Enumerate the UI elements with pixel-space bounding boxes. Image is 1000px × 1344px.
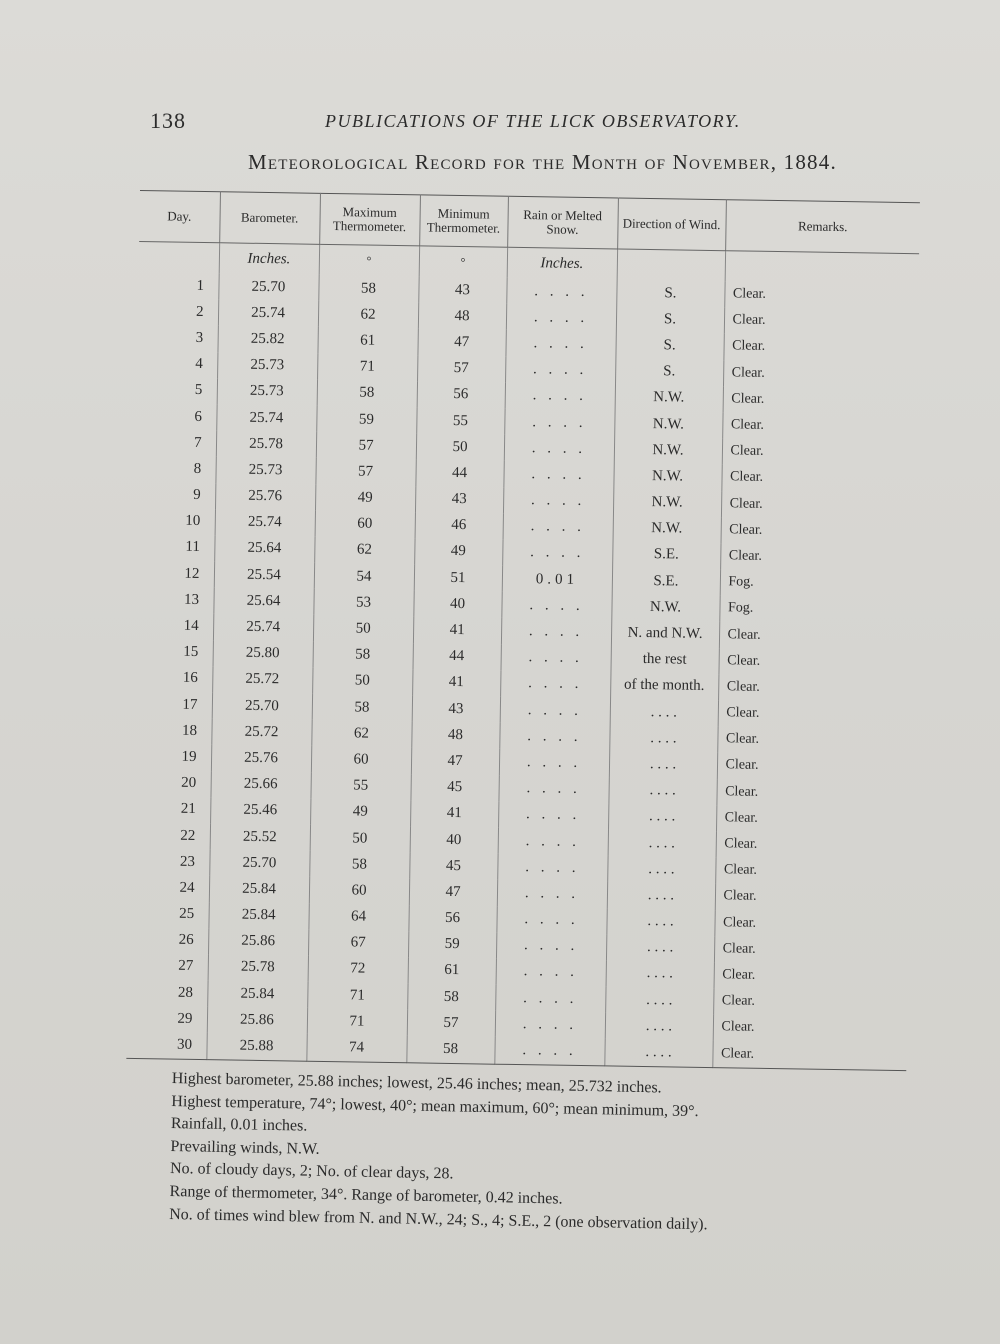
cell-min-thermometer: 57 bbox=[417, 355, 505, 383]
cell-rain: 0.01 bbox=[502, 566, 612, 594]
cell-max-thermometer: 71 bbox=[317, 353, 417, 381]
cell-remarks: Clear. bbox=[732, 338, 766, 355]
cell-remarks: Clear. bbox=[723, 862, 758, 878]
summary-line-winds: Prevailing winds, N.W. bbox=[170, 1137, 320, 1158]
cell-wind: . . . . bbox=[606, 960, 714, 988]
cell-remarks: Clear. bbox=[712, 1041, 906, 1071]
cell-rain: . . . . bbox=[498, 828, 608, 856]
cell-remarks: Clear. bbox=[732, 286, 767, 302]
column-header-remarks: Remarks. bbox=[725, 200, 920, 254]
cell-day: 12 bbox=[134, 560, 214, 587]
cell-rain: . . . . bbox=[498, 775, 608, 803]
cell-wind: N.W. bbox=[613, 515, 721, 543]
cell-barometer: 25.86 bbox=[207, 1006, 307, 1034]
cell-remarks: Fog. bbox=[727, 600, 754, 617]
cell-rain: . . . . bbox=[503, 487, 613, 515]
cell-min-thermometer: 46 bbox=[415, 512, 503, 540]
cell-day: 26 bbox=[128, 927, 208, 954]
cell-barometer: 25.73 bbox=[217, 352, 317, 380]
cell-min-thermometer: 41 bbox=[412, 669, 500, 697]
cell-rain: . . . . bbox=[505, 356, 615, 384]
cell-min-thermometer: 41 bbox=[410, 800, 498, 828]
cell-rain: . . . . bbox=[496, 959, 606, 987]
cell-remarks: Clear. bbox=[729, 495, 763, 512]
cell-max-thermometer: 58 bbox=[312, 694, 412, 722]
cell-day: 1 bbox=[138, 272, 218, 299]
cell-barometer: 25.73 bbox=[215, 457, 315, 485]
cell-min-thermometer: 45 bbox=[410, 774, 498, 802]
cell-day: 22 bbox=[130, 822, 210, 849]
cell-wind: the rest bbox=[610, 646, 718, 674]
cell-day: 11 bbox=[134, 534, 214, 561]
cell-wind: . . . . bbox=[607, 856, 715, 884]
cell-remarks: Clear. bbox=[725, 783, 759, 800]
cell-wind: . . . . bbox=[606, 934, 714, 962]
unit-rain: Inches. bbox=[507, 247, 617, 279]
cell-day: 5 bbox=[137, 377, 217, 404]
cell-min-thermometer: 56 bbox=[408, 905, 496, 933]
cell-max-thermometer: 59 bbox=[316, 406, 416, 434]
cell-barometer: 25.76 bbox=[211, 745, 311, 773]
cell-min-thermometer: 43 bbox=[412, 695, 500, 723]
cell-day: 14 bbox=[133, 612, 213, 639]
cell-day: 29 bbox=[127, 1005, 207, 1032]
page-header bbox=[150, 108, 770, 138]
cell-rain: . . . . bbox=[505, 330, 615, 358]
cell-min-thermometer: 58 bbox=[406, 1036, 494, 1064]
cell-remarks: Clear. bbox=[730, 443, 764, 460]
cell-rain: . . . . bbox=[500, 697, 610, 725]
cell-rain: . . . . bbox=[502, 540, 612, 568]
cell-rain: . . . . bbox=[497, 880, 607, 908]
cell-max-thermometer: 50 bbox=[310, 825, 410, 853]
cell-max-thermometer: 50 bbox=[312, 668, 412, 696]
cell-wind: S. bbox=[615, 358, 723, 386]
cell-day: 9 bbox=[135, 481, 215, 508]
cell-max-thermometer: 58 bbox=[318, 275, 418, 303]
cell-day: 20 bbox=[130, 769, 210, 796]
cell-wind: N. and N.W. bbox=[611, 620, 719, 648]
cell-min-thermometer: 44 bbox=[415, 460, 503, 488]
cell-barometer: 25.74 bbox=[218, 299, 318, 327]
cell-barometer: 25.74 bbox=[215, 509, 315, 537]
cell-day: 27 bbox=[128, 953, 208, 980]
cell-max-thermometer: 72 bbox=[308, 956, 408, 984]
cell-min-thermometer: 41 bbox=[413, 617, 501, 645]
cell-max-thermometer: 58 bbox=[309, 851, 409, 879]
cell-max-thermometer: 71 bbox=[307, 982, 407, 1010]
cell-wind: . . . . bbox=[610, 698, 718, 726]
cell-rain: . . . . bbox=[501, 592, 611, 620]
cell-max-thermometer: 54 bbox=[314, 563, 414, 591]
cell-barometer: 25.74 bbox=[213, 614, 313, 642]
cell-day: 23 bbox=[129, 848, 209, 875]
cell-max-thermometer: 60 bbox=[309, 877, 409, 905]
cell-max-thermometer: 67 bbox=[308, 929, 408, 957]
column-header-wind: Direction of Wind. bbox=[617, 198, 726, 251]
cell-min-thermometer: 58 bbox=[407, 983, 495, 1011]
cell-rain: . . . . bbox=[500, 644, 610, 672]
cell-wind: . . . . bbox=[609, 725, 717, 753]
cell-barometer: 25.70 bbox=[218, 273, 318, 301]
unit-max-thermometer: ° bbox=[319, 244, 419, 276]
cell-remarks: Clear. bbox=[731, 364, 765, 381]
cell-day: 16 bbox=[132, 665, 212, 692]
cell-min-thermometer: 61 bbox=[408, 957, 496, 985]
unit-day bbox=[139, 241, 219, 273]
cell-barometer: 25.72 bbox=[212, 666, 312, 694]
cell-rain: . . . . bbox=[497, 854, 607, 882]
cell-rain: . . . . bbox=[494, 1037, 604, 1065]
cell-max-thermometer: 60 bbox=[315, 510, 415, 538]
cell-barometer: 25.78 bbox=[216, 430, 316, 458]
cell-barometer: 25.54 bbox=[214, 561, 314, 589]
summary-line-barometer: Highest barometer, 25.88 inches; lowest, 25.46 inches; mean, 25.732 inches. bbox=[171, 1069, 662, 1097]
cell-max-thermometer: 60 bbox=[311, 746, 411, 774]
cell-wind: . . . . bbox=[605, 1013, 713, 1041]
cell-remarks: Clear. bbox=[724, 810, 758, 826]
cell-wind: S. bbox=[616, 279, 724, 307]
cell-rain: . . . . bbox=[496, 906, 606, 934]
cell-max-thermometer: 58 bbox=[313, 641, 413, 669]
cell-remarks: Clear. bbox=[725, 731, 760, 748]
cell-barometer: 25.86 bbox=[208, 928, 308, 956]
cell-min-thermometer: 49 bbox=[414, 538, 502, 566]
cell-min-thermometer: 59 bbox=[408, 931, 496, 959]
column-header-barometer: Barometer. bbox=[219, 192, 320, 245]
cell-min-thermometer: 48 bbox=[418, 303, 506, 331]
table-title: Meteorological Record for the Month of November, 1884. bbox=[248, 150, 837, 174]
column-header-max-thermometer: Maximum Thermometer. bbox=[319, 193, 420, 246]
cell-max-thermometer: 53 bbox=[313, 589, 413, 617]
cell-rain: . . . . bbox=[501, 618, 611, 646]
unit-min-thermometer: ° bbox=[419, 246, 507, 278]
cell-max-thermometer: 64 bbox=[308, 903, 408, 931]
cell-day: 21 bbox=[130, 796, 210, 823]
cell-day: 3 bbox=[137, 324, 217, 351]
cell-max-thermometer: 62 bbox=[318, 301, 418, 329]
cell-barometer: 25.70 bbox=[209, 849, 309, 877]
cell-remarks: Clear. bbox=[729, 469, 764, 486]
summary-line-days: No. of cloudy days, 2; No. of clear days, 28. bbox=[169, 1160, 454, 1183]
cell-barometer: 25.80 bbox=[213, 640, 313, 668]
page-number: 138 bbox=[150, 108, 186, 133]
cell-min-thermometer: 55 bbox=[416, 407, 504, 435]
cell-rain: . . . . bbox=[504, 435, 614, 463]
cell-wind: S. bbox=[616, 306, 724, 334]
cell-wind: . . . . bbox=[609, 751, 717, 779]
cell-barometer: 25.70 bbox=[212, 692, 312, 720]
cell-day: 2 bbox=[138, 298, 218, 325]
cell-barometer: 25.64 bbox=[213, 587, 313, 615]
cell-wind: N.W. bbox=[613, 489, 721, 517]
cell-wind: N.W. bbox=[611, 594, 719, 622]
cell-barometer: 25.84 bbox=[208, 902, 308, 930]
cell-remarks: Clear. bbox=[724, 836, 758, 852]
cell-min-thermometer: 40 bbox=[410, 826, 498, 854]
cell-day: 6 bbox=[136, 403, 216, 430]
cell-min-thermometer: 47 bbox=[409, 879, 497, 907]
cell-wind: N.W. bbox=[613, 463, 721, 491]
cell-remarks: Clear. bbox=[721, 1019, 755, 1036]
cell-max-thermometer: 49 bbox=[315, 484, 415, 512]
cell-wind: N.W. bbox=[614, 410, 722, 438]
meteorological-table bbox=[126, 190, 920, 1071]
cell-wind: . . . . bbox=[607, 882, 715, 910]
cell-day: 18 bbox=[131, 717, 211, 744]
cell-rain: . . . . bbox=[495, 985, 605, 1013]
cell-remarks: Clear. bbox=[727, 626, 761, 643]
cell-wind: . . . . bbox=[604, 1039, 712, 1067]
cell-rain: . . . . bbox=[505, 383, 615, 411]
cell-day: 8 bbox=[135, 455, 215, 482]
cell-max-thermometer: 49 bbox=[310, 799, 410, 827]
cell-rain: . . . . bbox=[503, 513, 613, 541]
summary-block bbox=[169, 1068, 792, 1238]
cell-barometer: 25.64 bbox=[214, 535, 314, 563]
cell-day: 7 bbox=[136, 429, 216, 456]
cell-rain: . . . . bbox=[499, 723, 609, 751]
cell-rain: . . . . bbox=[503, 461, 613, 489]
cell-max-thermometer: 50 bbox=[313, 615, 413, 643]
cell-remarks: Clear. bbox=[722, 941, 756, 957]
cell-wind: N.W. bbox=[614, 437, 722, 465]
cell-min-thermometer: 50 bbox=[416, 433, 504, 461]
cell-min-thermometer: 43 bbox=[415, 486, 503, 514]
cell-remarks: Clear. bbox=[725, 757, 759, 774]
cell-wind: of the month. bbox=[610, 672, 718, 700]
cell-barometer: 25.74 bbox=[216, 404, 316, 432]
cell-rain: . . . . bbox=[496, 932, 606, 960]
cell-min-thermometer: 48 bbox=[411, 722, 499, 750]
cell-min-thermometer: 44 bbox=[413, 643, 501, 671]
cell-remarks: Clear. bbox=[732, 312, 766, 329]
cell-max-thermometer: 57 bbox=[316, 432, 416, 460]
cell-barometer: 25.84 bbox=[207, 980, 307, 1008]
cell-day: 25 bbox=[128, 900, 208, 927]
cell-barometer: 25.76 bbox=[215, 483, 315, 511]
cell-day: 19 bbox=[131, 743, 211, 770]
cell-remarks: Clear. bbox=[729, 522, 763, 538]
cell-max-thermometer: 62 bbox=[314, 537, 414, 565]
cell-barometer: 25.82 bbox=[217, 326, 317, 354]
cell-wind: . . . . bbox=[608, 803, 716, 831]
cell-rain: . . . . bbox=[506, 278, 616, 306]
summary-line-temperature: Highest temperature, 74°; lowest, 40°; mean maximum, 60°; mean minimum, 39°. bbox=[171, 1092, 699, 1120]
cell-day: 30 bbox=[126, 1031, 206, 1059]
cell-remarks: Clear. bbox=[731, 391, 765, 407]
cell-day: 15 bbox=[133, 639, 213, 666]
cell-max-thermometer: 74 bbox=[306, 1034, 406, 1062]
cell-wind: S.E. bbox=[612, 568, 720, 596]
cell-wind: . . . . bbox=[606, 908, 714, 936]
cell-max-thermometer: 62 bbox=[311, 720, 411, 748]
cell-remarks: Clear. bbox=[721, 993, 755, 1009]
summary-line-wind-counts: No. of times wind blew from N. and N.W., 24; S., 4; S.E., 2 (one observation daily). bbox=[169, 1205, 708, 1233]
cell-min-thermometer: 56 bbox=[417, 381, 505, 409]
cell-remarks: Clear. bbox=[726, 705, 760, 721]
cell-barometer: 25.72 bbox=[211, 718, 311, 746]
column-header-min-thermometer: Minimum Thermometer. bbox=[419, 195, 508, 247]
cell-day: 17 bbox=[132, 691, 212, 718]
unit-barometer: Inches. bbox=[219, 243, 319, 275]
summary-line-range: Range of thermometer, 34°. Range of barometer, 0.42 inches. bbox=[169, 1182, 563, 1208]
cell-barometer: 25.46 bbox=[210, 797, 310, 825]
cell-remarks: Clear. bbox=[722, 967, 756, 983]
cell-min-thermometer: 57 bbox=[407, 1010, 495, 1038]
summary-line-rainfall: Rainfall, 0.01 inches. bbox=[170, 1115, 308, 1135]
cell-barometer: 25.88 bbox=[206, 1033, 306, 1061]
cell-barometer: 25.84 bbox=[209, 875, 309, 903]
cell-rain: . . . . bbox=[500, 671, 610, 699]
cell-day: 28 bbox=[127, 979, 207, 1006]
cell-remarks: Fog. bbox=[728, 574, 754, 590]
cell-day: 4 bbox=[137, 351, 217, 378]
cell-remarks: Clear. bbox=[723, 888, 757, 905]
cell-day: 13 bbox=[133, 586, 213, 613]
cell-wind: S.E. bbox=[612, 541, 720, 569]
cell-min-thermometer: 47 bbox=[411, 748, 499, 776]
cell-rain: . . . . bbox=[499, 749, 609, 777]
running-head: PUBLICATIONS OF THE LICK OBSERVATORY. bbox=[325, 111, 741, 131]
cell-min-thermometer: 51 bbox=[414, 564, 502, 592]
cell-rain: . . . . bbox=[506, 304, 616, 332]
cell-barometer: 25.66 bbox=[210, 771, 310, 799]
cell-remarks: Clear. bbox=[726, 679, 760, 695]
cell-remarks: Clear. bbox=[727, 653, 761, 669]
cell-wind: . . . . bbox=[605, 986, 713, 1014]
cell-rain: . . . . bbox=[498, 801, 608, 829]
cell-wind: . . . . bbox=[608, 777, 716, 805]
cell-max-thermometer: 58 bbox=[317, 380, 417, 408]
cell-min-thermometer: 43 bbox=[418, 276, 506, 304]
cell-max-thermometer: 61 bbox=[317, 327, 417, 355]
meteorological-table-container bbox=[126, 190, 920, 1092]
cell-day: 10 bbox=[135, 508, 215, 535]
cell-rain: . . . . bbox=[495, 1011, 605, 1039]
cell-min-thermometer: 40 bbox=[413, 591, 501, 619]
cell-barometer: 25.78 bbox=[208, 954, 308, 982]
column-header-day: Day. bbox=[139, 190, 220, 242]
cell-day: 24 bbox=[129, 874, 209, 901]
cell-min-thermometer: 45 bbox=[409, 852, 497, 880]
cell-wind: N.W. bbox=[615, 384, 723, 412]
cell-max-thermometer: 71 bbox=[307, 1008, 407, 1036]
cell-wind: . . . . bbox=[608, 829, 716, 857]
cell-remarks: Clear. bbox=[722, 914, 757, 931]
cell-rain: . . . . bbox=[504, 409, 614, 437]
cell-remarks: Clear. bbox=[730, 417, 765, 433]
unit-wind bbox=[617, 249, 725, 281]
cell-max-thermometer: 55 bbox=[310, 772, 410, 800]
column-header-rain: Rain or Melted Snow. bbox=[507, 196, 618, 249]
unit-remarks bbox=[725, 251, 919, 285]
cell-barometer: 25.73 bbox=[217, 378, 317, 406]
cell-max-thermometer: 57 bbox=[315, 458, 415, 486]
cell-min-thermometer: 47 bbox=[417, 329, 505, 357]
cell-wind: S. bbox=[615, 332, 723, 360]
cell-remarks: Clear. bbox=[728, 548, 762, 564]
cell-barometer: 25.52 bbox=[210, 823, 310, 851]
